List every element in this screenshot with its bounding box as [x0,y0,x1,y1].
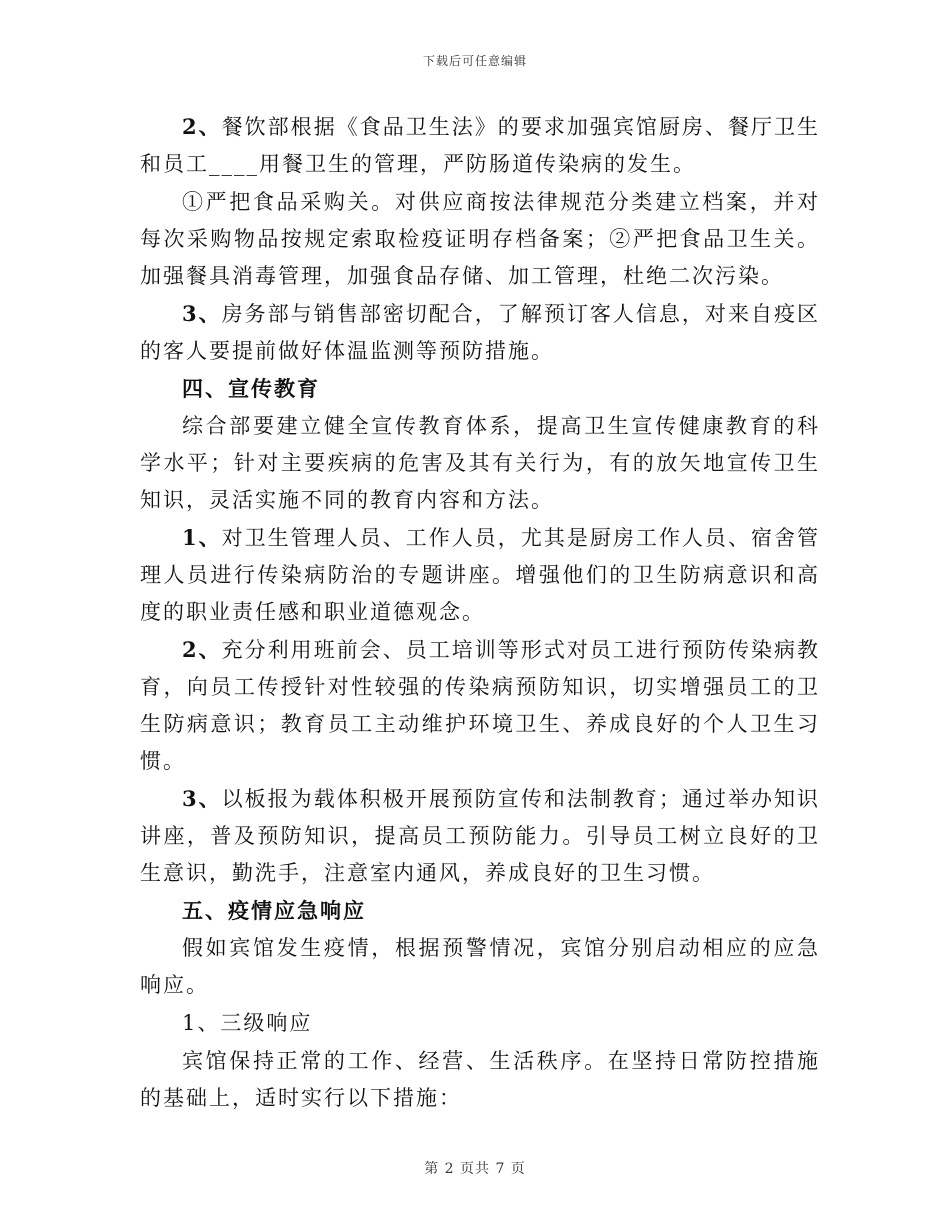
paragraph-text: 以板报为载体积极开展预防宣传和法制教育；通过举办知识讲座，普及预防知识，提高员工预防能力。引导员工树立良好的卫生意识，勤洗手，注意室内通风，养成良好的卫生习惯。 [140,787,820,885]
heading-text: 四、宣传教育 [182,376,320,401]
page-header: 下载后可任意编辑 [422,54,527,68]
paragraph-text: 综合部要建立健全宣传教育体系，提高卫生宣传健康教育的科学水平；针对主要疾病的危害及其有关行为，有的放矢地宣传卫生知识，灵活实施不同的教育内容和方法。 [140,414,820,512]
paragraph-level-three-measures [140,1042,820,1117]
paragraph-text: 充分利用班前会、员工培训等形式对员工进行预防传染病教育，向员工传授针对性较强的传染病预防知识，切实增强员工的卫生防病意识；教育员工主动维护环境卫生、养成良好的个人卫生习惯。 [140,638,820,773]
item-number: 3、 [182,301,222,326]
paragraph-education-system [140,407,820,519]
paragraph-text: 宾馆保持正常的工作、经营、生活秩序。在坚持日常防控措施的基础上，适时实行以下措施： [140,1049,820,1110]
paragraph-catering-hygiene [140,108,820,183]
heading-text: 五、疫情应急响应 [182,898,366,923]
page-footer: 第 2 页共 7 页 [424,1161,526,1177]
paragraph-bulletin-board [140,780,820,892]
paragraph-text: 1、三级响应 [182,1011,313,1035]
document-body [140,108,820,1117]
paragraph-text: 假如宾馆发生疫情，根据预警情况，宾馆分别启动相应的应急响应。 [140,936,820,997]
paragraph-level-three-title [140,1004,820,1042]
paragraph-text: ①严把食品采购关。对供应商按法律规范分类建立档案，并对每次采购物品按规定索取检疫证明存档备案；②严把食品卫生关。加强餐具消毒管理，加强食品存储、加工管理，杜绝二次污染。 [140,190,820,288]
paragraph-text: 餐饮部根据《食品卫生法》的要求加强宾馆厨房、餐厅卫生和员工____用餐卫生的管理，严防肠道传染病的发生。 [140,115,820,176]
paragraph-food-procurement [140,183,820,295]
section-heading-education [140,370,820,407]
item-number: 2、 [182,637,222,662]
paragraph-staff-training [140,631,820,780]
paragraph-housekeeping-sales [140,295,820,370]
item-number: 1、 [182,525,222,550]
paragraph-staff-lectures [140,519,820,631]
paragraph-text: 对卫生管理人员、工作人员，尤其是厨房工作人员、宿舍管理人员进行传染病防治的专题讲座。增强他们的卫生防病意识和高度的职业责任感和职业道德观念。 [140,526,820,624]
section-heading-emergency-response [140,892,820,929]
paragraph-response-intro [140,929,820,1004]
item-number: 2、 [182,114,222,139]
paragraph-text: 房务部与销售部密切配合，了解预订客人信息，对来自疫区的客人要提前做好体温监测等预防措施。 [140,302,820,363]
item-number: 3、 [182,786,222,811]
